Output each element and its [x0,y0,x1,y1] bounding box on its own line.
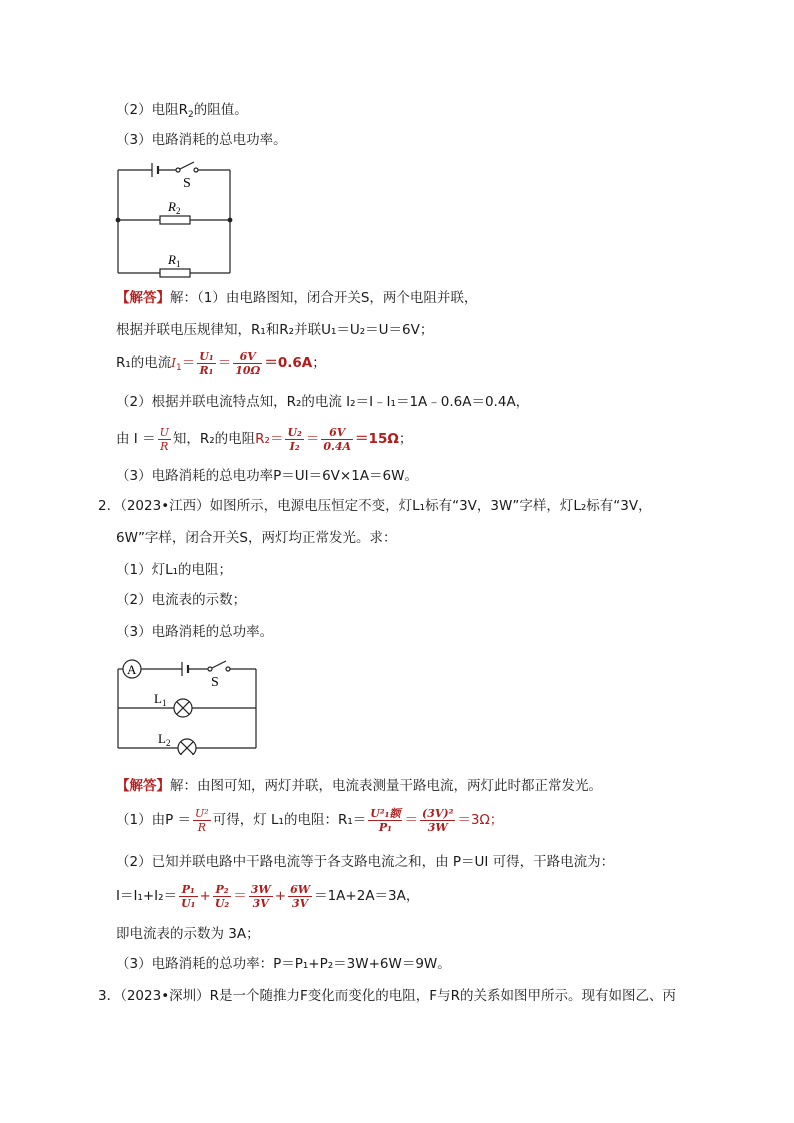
q2-frac-3w-3v: $\frac{3W}{3V}$ [250,882,271,910]
q1-answer-line3: R₁的电流$I_1=$ $\frac{\text{U₁}}{\text{R₁}}$ ＝ $\frac{6V}{10\Omega}$ ＝0.6A； [116,349,326,377]
q2-switch-label: S [211,675,219,690]
q2-frac-p2-u2: $\frac{\text{P₂}}{\text{U₂}}$ [214,882,230,910]
q2-circuit-diagram [112,655,262,755]
q1-circuit-diagram [110,155,240,280]
q1-frac-u-r: $\frac{U}{R}$ [159,425,169,453]
q1-r1-label: $R_1$ [168,252,181,269]
q1-answer-line5: 由 I ＝ $\frac{U}{R}$ 知，R₂的电阻R₂＝ $\frac{\text{U₂}}{\text{I₂}}$ ＝ $\frac{6V}{0.4A}$ ＝15Ω； [116,425,413,453]
q2-frac-u1e-p1: $\frac{\text{U²₁额}}{\text{P₁}}$ [370,806,401,834]
q1-frac-u1-r1: $\frac{\text{U₁}}{\text{R₁}}$ [199,349,214,377]
q2-answer-tag: 【解答】 [116,778,170,794]
q1-switch-label: S [183,176,191,191]
q2-stem-line2: 6W”字样，闭合开关S，两灯均正常发光。求： [116,530,397,546]
q3-stem-line1: 3．（2023•深圳）R是一个随推力F变化而变化的电阻，F与R的关系如图甲所示。现有如图乙、丙 [98,988,676,1004]
q2-part3: （3）电路消耗的总功率。 [116,624,274,640]
q2-ammeter-label: A [127,662,137,677]
q2-l2-label: $L_2$ [158,731,171,748]
q2-frac-3v2-3w: $\frac{\text{(3V)²}}{3W}$ [421,806,454,834]
q1-frac-u2-i2: $\frac{\text{U₂}}{\text{I₂}}$ [287,425,302,453]
q1-answer-line6: （3）电路消耗的总电功率P＝UI＝6V×1A＝6W。 [116,468,418,484]
q1-part2: （2）电阻$R_2$的阻值。 [116,102,248,120]
q2-answer-line4: 即电流表的示数为 3A； [116,926,260,942]
q1-answer-intro: 【解答】解：（1）由电路图知，闭合开关S，两个电阻并联， [116,290,478,306]
q1-r2-label: $R_2$ [168,199,181,216]
q2-stem-line1: 2．（2023•江西）如图所示，电源电压恒定不变，灯L₁标有“3V，3W”字样，灯L₂标有“3V， [98,498,652,514]
q2-answer-line2: （2）已知并联电路中干路电流等于各支路电流之和，由 P＝UI 可得，干路电流为： [116,854,615,870]
q2-answer-line1: （1）由P ＝ $\frac{\text{U²}}{R}$ 可得，灯 L₁的电阻：R₁＝ $\frac{\text{U²₁额}}{\text{P₁}}$ ＝ $\frac{\text{(3V)²}}{3W}$ ＝3Ω； [116,806,504,834]
q1-frac-6v-04a: $\frac{6V}{0.4A}$ [323,425,352,453]
q2-part1: （1）灯L₁的电阻； [116,562,233,578]
q1-frac-6v-10: $\frac{6V}{10\Omega}$ [235,349,261,377]
q2-part2: （2）电流表的示数； [116,592,247,608]
q1-answer-line2: 根据并联电压规律知，R₁和R₂并联U₁＝U₂＝U＝6V； [116,322,434,338]
q2-answer-line3: I＝I₁+I₂＝ $\frac{\text{P₁}}{\text{U₁}}$ + $\frac{\text{P₂}}{\text{U₂}}$ ＝ $\frac{3W}{3V}$ + $\frac{6W}{3V}$ ＝1A+2A＝3A， [116,882,420,910]
q2-answer-line5: （3）电路消耗的总功率：P＝P₁+P₂＝3W+6W＝9W。 [116,956,451,972]
q2-l1-label: $L_1$ [154,691,167,708]
q2-frac-6w-3v: $\frac{6W}{3V}$ [290,882,311,910]
q1-answer-line4: （2）根据并联电流特点知，R₂的电流 I₂＝I﹣I₁＝1A﹣0.6A＝0.4A， [116,394,530,410]
q2-answer-intro: 【解答】解：由图可知，两灯并联，电流表测量干路电流，两灯此时都正常发光。 [116,778,602,794]
q1-answer-tag: 【解答】 [116,290,170,306]
q2-frac-u2-r: $\frac{\text{U²}}{R}$ [195,806,209,834]
q1-part3: （3）电路消耗的总电功率。 [116,132,287,148]
q2-frac-p1-u1: $\frac{\text{P₁}}{\text{U₁}}$ [181,882,196,910]
